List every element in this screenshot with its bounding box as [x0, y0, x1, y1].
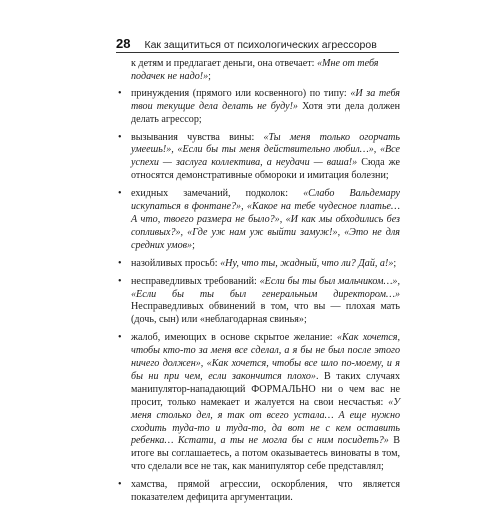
body-text: ; — [393, 257, 397, 269]
list-item — [118, 479, 400, 505]
body-text: хамства, прямой агрессии, оскорбления, что является показателем дефицита аргументации. — [131, 479, 400, 504]
page-body — [118, 58, 400, 510]
body-text: вызывания чувства вины: — [131, 131, 264, 143]
bullet-icon: • — [118, 332, 122, 344]
quoted-text: «Ты меня только огорчать умеешь!», «Если бы ты меня действительно любил…», «Все успехи — заслуга коллектива, а неудачи — ваша!» — [131, 131, 401, 169]
quoted-text: «Мне от тебя подачек не надо!» — [131, 58, 379, 82]
header-rule — [116, 52, 399, 53]
list-item — [118, 332, 400, 474]
list-item — [118, 258, 400, 271]
list-item — [118, 276, 400, 328]
body-text: Хотя эти дела должен делать агрессор; — [131, 100, 400, 125]
quoted-text: «Ну, что ты, жадный, что ли? Дай, а!» — [220, 257, 394, 269]
body-text: Сюда же относятся демонстративные обмороки и имитация болезни; — [131, 157, 400, 182]
body-text: жалоб, имеющих в основе скрытое желание: — [131, 332, 337, 344]
list-item — [118, 132, 400, 184]
body-text: Несправедливых обвинений в том, что вы — плохая мать (дочь, сын) или «неблагодарная свинья»; — [131, 301, 400, 326]
page-header — [116, 36, 377, 51]
quoted-text: «Слабо Вальдемару искупаться в фонтане?», «Какое на тебе чудесное платье… А что, твоего размера не было?», «И как мы обходились без сопливых?», «Где уж нам уж выйти замуж!», «Это не для средних умов» — [131, 188, 400, 251]
bullet-icon: • — [118, 257, 122, 269]
bullet-icon: • — [118, 275, 122, 287]
body-text: ехидных замечаний, подколок: — [131, 188, 304, 200]
page-number: 28 — [116, 36, 131, 51]
list-item — [118, 88, 400, 127]
body-text: ; — [192, 239, 195, 251]
bullet-icon: • — [118, 87, 122, 99]
quoted-text: «У меня столько дел, я так от всего устала… А еще нужно сходить туда-то и туда-то, да вот не с кем оставить ребенка… Кстати, а ты не могла бы с ним посидеть?» — [131, 396, 400, 447]
bullet-icon: • — [118, 479, 122, 491]
bullet-list — [118, 88, 400, 505]
body-text: принуждения (прямого или косвенного) по типу: — [131, 87, 351, 99]
quoted-text: «И за тебя твои текущие дела делать не буду!» — [131, 87, 400, 112]
quoted-text: «Если бы ты был мальчиком…», «Если бы ты был генеральным директором…» — [131, 275, 400, 300]
body-text: ; — [208, 70, 211, 82]
body-text: назойливых просьб: — [131, 257, 221, 269]
body-text: В итоге вы соглашаетесь, а потом оказываетесь виноваты в том, что сделали все не так, как манипулятор себе представлял; — [131, 435, 400, 473]
bullet-icon: • — [118, 131, 122, 143]
running-title: Как защититься от психологических агрессоров — [144, 39, 377, 51]
quoted-text: «Как хочется, чтобы кто-то за меня все сделал, а я бы не был после этого ничего должен», «Как хочется, чтобы все шло по-моему, и я бы ни при чем, если закончится плохо» — [131, 332, 400, 382]
body-text: . В таких случаях манипулятор-нападающий ФОРМАЛЬНО ни о чем вас не просит, только намекает и жалуется на свои несчастья: — [131, 370, 400, 408]
body-text: к детям и предлагает деньги, она отвечает: — [131, 58, 317, 69]
continuation-paragraph — [131, 58, 400, 84]
list-item — [118, 188, 400, 253]
body-text: несправедливых требований: — [131, 275, 260, 287]
bullet-icon: • — [118, 188, 122, 200]
